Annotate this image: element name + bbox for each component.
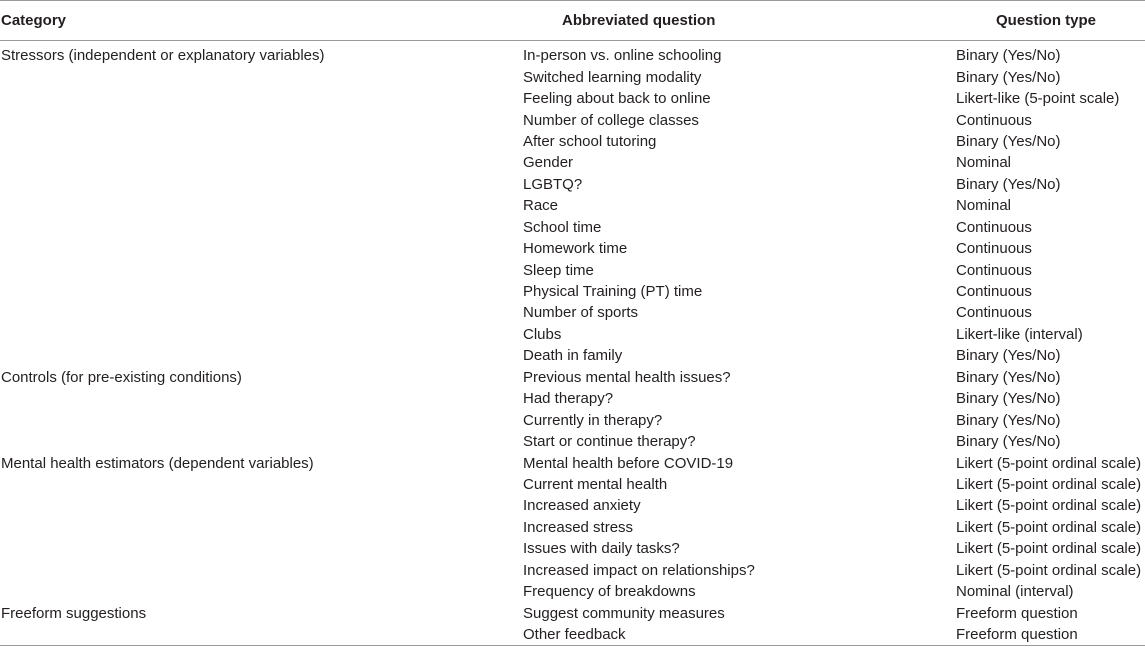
category-cell <box>0 409 522 430</box>
category-cell <box>0 517 522 538</box>
question-cell: Start or continue therapy? <box>523 433 696 451</box>
table-row <box>0 195 1145 216</box>
category-cell <box>0 195 522 216</box>
question-type-cell: Likert-like (5-point scale) <box>956 90 1120 108</box>
question-type-cell: Freeform question <box>955 624 1145 646</box>
category-cell <box>0 281 522 302</box>
question-cell: Race <box>523 197 559 215</box>
category-cell <box>0 259 522 280</box>
category-cell <box>0 474 522 495</box>
category-cell <box>0 217 522 238</box>
question-type-cell: Likert (5-point ordinal scale) <box>956 561 1142 579</box>
category-cell: Mental health estimators (dependent variables) <box>1 454 314 472</box>
question-cell: Previous mental health issues? <box>523 368 731 386</box>
table-row <box>0 88 1145 109</box>
question-type-cell: Continuous <box>956 283 1032 301</box>
category-cell <box>0 538 522 559</box>
question-cell: Increased anxiety <box>523 497 641 515</box>
table-row <box>0 452 1145 473</box>
question-type-cell: Likert (5-point ordinal scale) <box>956 497 1142 515</box>
question-cell: Homework time <box>523 240 628 258</box>
question-cell: Gender <box>523 154 574 172</box>
table-row <box>0 41 1145 67</box>
question-type-cell: Likert (5-point ordinal scale) <box>956 454 1142 472</box>
question-cell: Sleep time <box>523 261 594 279</box>
table-row <box>0 152 1145 173</box>
question-cell: Current mental health <box>523 475 668 493</box>
table-row <box>0 495 1145 516</box>
table-row <box>0 602 1145 623</box>
question-type-cell: Likert-like (interval) <box>956 325 1083 343</box>
question-cell: Switched learning modality <box>523 68 702 86</box>
table-header <box>0 1 1145 41</box>
question-cell: LGBTQ? <box>523 175 583 193</box>
table-row <box>0 217 1145 238</box>
category-cell <box>0 324 522 345</box>
header-row <box>0 1 1145 41</box>
category-cell: Freeform suggestions <box>1 604 147 622</box>
category-cell <box>0 624 522 646</box>
question-type-cell: Nominal <box>956 154 1012 172</box>
question-type-cell: Binary (Yes/No) <box>956 68 1061 86</box>
question-type-cell: Freeform question <box>956 604 1078 622</box>
table-row <box>0 474 1145 495</box>
question-type-cell: Binary (Yes/No) <box>956 390 1061 408</box>
question-cell: Number of college classes <box>523 111 699 129</box>
question-type-cell: Continuous <box>956 240 1032 258</box>
column-header-question: Abbreviated question <box>522 1 955 41</box>
question-type-cell: Continuous <box>956 111 1032 129</box>
category-cell <box>0 302 522 323</box>
question-type-cell: Likert (5-point ordinal scale) <box>956 518 1142 536</box>
question-type-cell: Continuous <box>956 304 1032 322</box>
category-cell <box>0 345 522 366</box>
question-cell: Currently in therapy? <box>523 411 663 429</box>
category-cell <box>0 238 522 259</box>
column-header-type: Question type <box>955 1 1145 41</box>
question-type-cell: Continuous <box>956 261 1032 279</box>
question-type-cell: Nominal <box>956 197 1012 215</box>
table-row <box>0 109 1145 130</box>
table-row <box>0 281 1145 302</box>
table-row <box>0 259 1145 280</box>
category-cell <box>0 109 522 130</box>
table-body <box>0 41 1145 646</box>
question-cell: Number of sports <box>523 304 639 322</box>
table-row <box>0 409 1145 430</box>
question-type-cell: Binary (Yes/No) <box>956 411 1061 429</box>
question-cell: Suggest community measures <box>523 604 725 622</box>
table-row <box>0 238 1145 259</box>
question-type-cell: Binary (Yes/No) <box>956 175 1061 193</box>
table-row <box>0 431 1145 452</box>
category-cell: Controls (for pre-existing conditions) <box>1 368 242 386</box>
question-cell: After school tutoring <box>523 132 657 150</box>
question-type-cell: Likert (5-point ordinal scale) <box>956 475 1142 493</box>
question-type-cell: Binary (Yes/No) <box>956 47 1061 65</box>
question-cell: Increased impact on relationships? <box>523 561 755 579</box>
question-type-cell: Nominal (interval) <box>956 583 1074 601</box>
question-cell: Physical Training (PT) time <box>523 283 703 301</box>
category-cell <box>0 581 522 602</box>
category-cell <box>0 388 522 409</box>
table-row <box>0 538 1145 559</box>
table-row <box>0 624 1145 646</box>
table-row <box>0 174 1145 195</box>
question-cell: Mental health before COVID-19 <box>523 454 734 472</box>
table-row <box>0 131 1145 152</box>
question-type-cell: Binary (Yes/No) <box>956 368 1061 386</box>
category-cell <box>0 88 522 109</box>
question-cell: Frequency of breakdowns <box>523 583 696 601</box>
question-cell: Issues with daily tasks? <box>523 540 680 558</box>
question-cell: In-person vs. online schooling <box>523 47 722 65</box>
question-type-cell: Likert (5-point ordinal scale) <box>956 540 1142 558</box>
category-cell <box>0 495 522 516</box>
table-row <box>0 388 1145 409</box>
question-cell: Clubs <box>523 325 562 343</box>
table-row <box>0 66 1145 87</box>
column-header-category: Category <box>0 1 522 41</box>
table-row <box>0 517 1145 538</box>
table-row <box>0 581 1145 602</box>
category-cell <box>0 174 522 195</box>
question-type-cell: Continuous <box>956 218 1032 236</box>
question-type-cell: Binary (Yes/No) <box>956 347 1061 365</box>
question-cell: Feeling about back to online <box>523 90 711 108</box>
question-type-cell: Binary (Yes/No) <box>956 132 1061 150</box>
category-cell <box>0 152 522 173</box>
question-cell: School time <box>523 218 602 236</box>
category-cell <box>0 131 522 152</box>
table-row <box>0 345 1145 366</box>
table-row <box>0 560 1145 581</box>
category-cell <box>0 431 522 452</box>
category-cell: Stressors (independent or explanatory variables) <box>1 47 325 65</box>
category-cell <box>0 66 522 87</box>
question-cell: Death in family <box>523 347 623 365</box>
table-row <box>0 324 1145 345</box>
table-row <box>0 302 1145 323</box>
table-row <box>0 367 1145 388</box>
question-cell: Increased stress <box>523 518 634 536</box>
question-type-cell: Binary (Yes/No) <box>956 433 1061 451</box>
category-cell <box>0 560 522 581</box>
question-cell: Had therapy? <box>523 390 614 408</box>
question-cell: Other feedback <box>522 624 955 646</box>
